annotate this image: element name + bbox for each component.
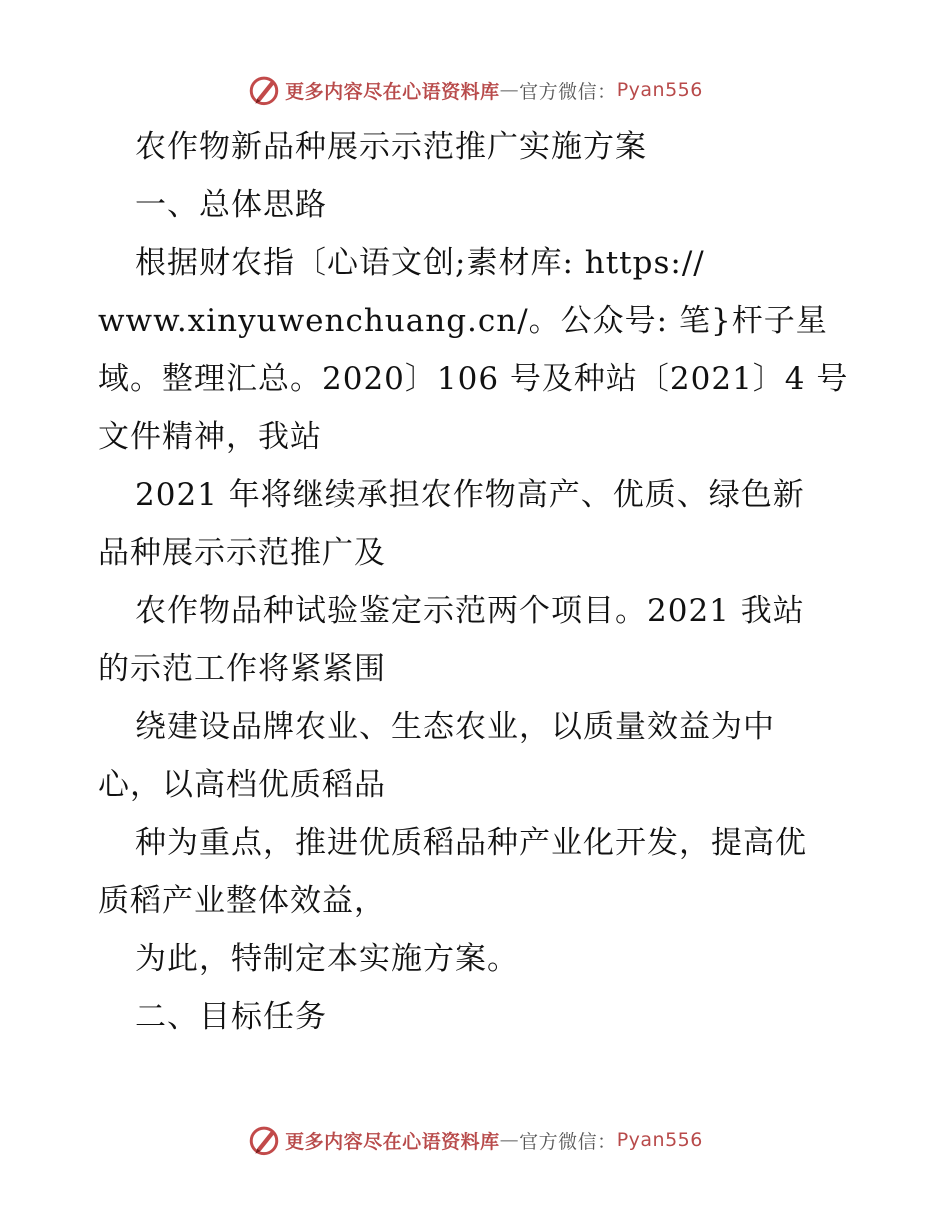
wechat-id: Pyan556 (616, 79, 703, 101)
paragraph-line: 根据财农指〔心语文创;素材库: https:// (135, 245, 705, 281)
paragraph-line: 心，以高档优质稻品 (98, 767, 386, 803)
paragraph-line: 域。整理汇总。2020〕106 号及种站〔2021〕4 号 (98, 361, 849, 397)
section-heading-1: 一、总体思路 (135, 187, 327, 223)
paragraph-line: 的示范工作将紧紧围 (98, 651, 386, 687)
footer-watermark-banner (0, 1120, 950, 1160)
official-wechat-label: 官方微信： (519, 1130, 617, 1153)
promo-text: 更多内容尽在心语资料库 (285, 1130, 500, 1153)
wechat-id: Pyan556 (616, 1129, 703, 1151)
paragraph-line: 农作物品种试验鉴定示范两个项目。2021 我站 (135, 593, 805, 629)
paragraph-line: 文件精神，我站 (98, 419, 322, 455)
document-body (98, 118, 858, 1046)
writing-pen-logo-icon (247, 73, 281, 107)
document-title: 农作物新品种展示示范推广实施方案 (135, 129, 647, 165)
separator-dash: — (499, 1129, 520, 1151)
paragraph-line: 种为重点，推进优质稻品种产业化开发，提高优 (135, 825, 807, 861)
paragraph-line: www.xinyuwenchuang.cn/。公众号: 笔}杆子星 (98, 303, 828, 339)
paragraph-line: 绕建设品牌农业、生态农业，以质量效益为中 (135, 709, 775, 745)
separator-dash: — (499, 79, 520, 101)
paragraph-line: 品种展示示范推广及 (98, 535, 386, 571)
official-wechat-label: 官方微信： (519, 80, 617, 103)
writing-pen-logo-icon (247, 1123, 281, 1157)
header-watermark-banner (0, 70, 950, 110)
paragraph-line: 质稻产业整体效益， (98, 883, 386, 919)
promo-text: 更多内容尽在心语资料库 (285, 80, 500, 103)
paragraph-line: 为此，特制定本实施方案。 (135, 941, 519, 977)
section-heading-2: 二、目标任务 (135, 999, 327, 1035)
paragraph-line: 2021 年将继续承担农作物高产、优质、绿色新 (135, 477, 805, 513)
